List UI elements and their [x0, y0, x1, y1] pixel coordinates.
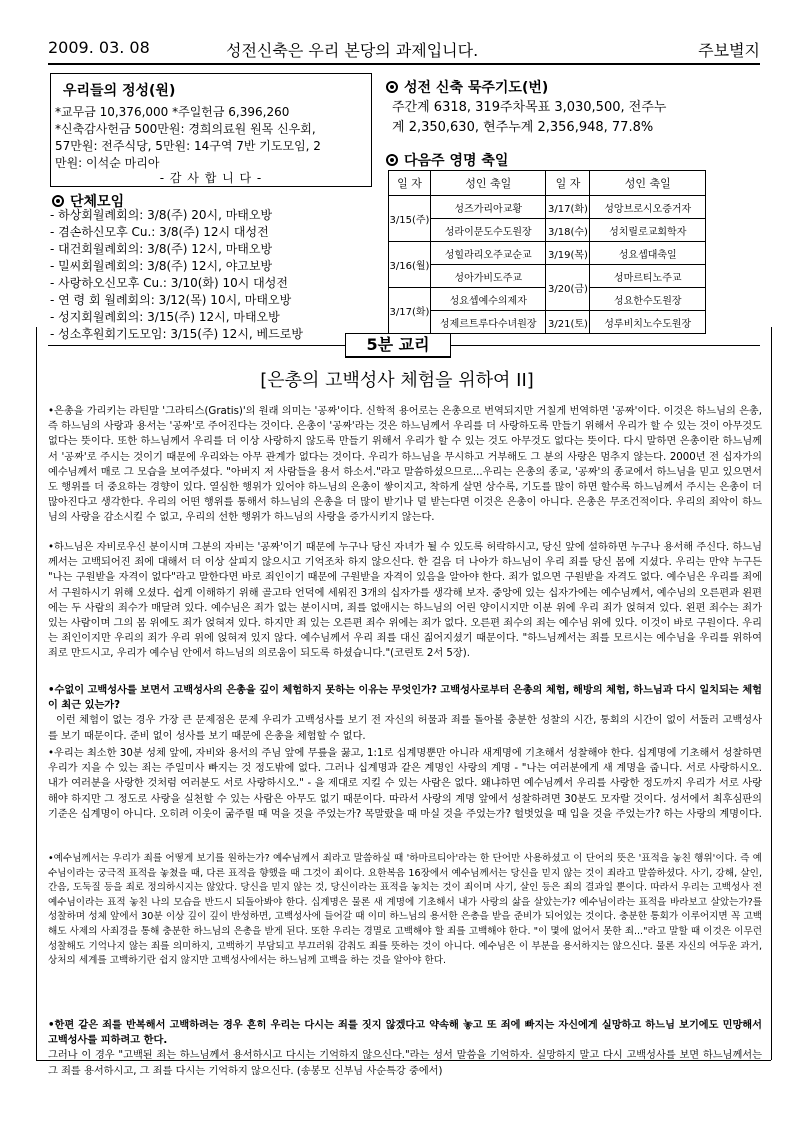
feast-date: 3/19(목): [546, 242, 590, 265]
paragraph-text: •한편 같은 죄를 반복해서 고백하려는 경우 흔히 우리는 다시는 죄를 짓지 않겠다고 약속해 놓고 또 죄에 빠지는 자신에게 실망하고 하느님 보기에도 민망해서 고백성사를 피하려고 한다.: [48, 1020, 762, 1047]
prayer-title: 성전 신축 묵주기도(번): [404, 80, 549, 96]
frame-bottom: [36, 1060, 771, 1061]
feast-date: 3/15(주): [389, 196, 431, 242]
paragraph-sin: [48, 852, 762, 969]
feast-date: 3/16(월): [389, 242, 431, 288]
feast-header: 성인 축일: [590, 171, 706, 196]
prayer-line: 주간계 6318, 319주차목표 3,030,500, 전주누: [392, 100, 667, 115]
feasts-title: 다음주 영명 축일: [404, 153, 509, 169]
thanks-text: - 감 사 합 니 다 -: [159, 171, 263, 185]
offerings-title: 우리들의 정성(원): [63, 83, 176, 99]
bullet-circle-icon: [386, 81, 398, 93]
feast-saint: 성앙브로시오증거자: [590, 196, 706, 219]
offering-line: 57만원: 전주식당, 5만원: 14구역 7반 기도모임, 2: [55, 139, 321, 153]
paragraph-question-text: •수없이 고백성사를 보면서 고백성사의 은총을 깊이 체험하지 못하는 이유는 무엇인가? 고백성사로부터 은총의 체험, 해방의 체험, 하느님과 다시 일치되는 체험이 최근 있는가?: [48, 685, 762, 712]
feast-header: 성인 축일: [430, 171, 546, 196]
issue-date: 2009. 03. 08: [48, 38, 150, 57]
header-rule: [48, 63, 760, 65]
frame-left: [36, 327, 37, 1060]
feast-saint: 성제르트루다수녀원장: [430, 311, 546, 334]
section-title: 5분 교리: [345, 333, 451, 358]
groups-title: 단체모임: [70, 194, 125, 210]
paragraph-text: •예수님께서는 우리가 죄를 어떻게 보기를 원하는가? 예수님께서 죄라고 말씀하실 때 '하마르티아'라는 한 단어만 사용하셨고 이 단어의 뜻은 '표적을 놓친 행위'이다. 즉 예수님이라는 궁극적 표적을 놓쳤을 때, 다른 표적을 향했을 때 그것이 죄이다. 요한복음 16장에서 예수님께서는 당신을 믿지 않는 것이 죄라고 말씀하셨다. 사기, 강해, 살인, 간음, 도둑질 등을 죄로 정의하시지는 않았다. 당신을 믿지 않는 것, 당신이라는 표적을 놓치는 것이 죄이며 사기, 살인 등은 죄의 결과일 뿐이다. 따라서 우리는 고백성사 전 예수님이라는 표적 놓친 나의 모습을 반드시 되돌아봐야 한다. 십계명은 물론 새 계명에 기초해서 내가 사랑의 삶을 살았는가? 예수님이라는 표적을 바라보고 살았는가?를 성찰하며 성체 앞에서 30분 이상 깊이 깊이 반성하면, 고백성사에 들어갈 때 이미 하느님의 용서한 은총을 받을 준비가 되어있는 것이다. 충분한 통회가 이루어지면 꼭 고백해도 사제의 사죄경을 통해 충분한 하느님의 은총을 받게 된다. 또한 우리는 경멸로 고백해야 할 죄를 고백해야 한다. "이 몇에 없어서 못한 죄..."라고 말할 때 이것은 이무런 성찰해도 기억나지 않는 죄를 의미하지, 고백하기 부담되고 부끄러워 감춰도 죄를 뜻하는 것이 아니다. 예수님은 이 부분을 용서하지는 않으신다. 물론 자신의 여두운 과거, 상처의 세계를 고백하기란 쉽지 않지만 고백성사에서는 하느님께 고백을 하는 것을 알아야 한다.: [48, 853, 762, 967]
prayer-line: 계 2,350,630, 현주누계 2,356,948, 77.8%: [392, 120, 654, 135]
group-item: - 겸손하신모후 Cu.: 3/8(주) 12시 대성전: [50, 225, 269, 239]
paragraph-examination: [48, 746, 762, 822]
feast-saint: 성요셉대축일: [590, 242, 706, 265]
feast-saint: 성즈가리아교황: [430, 196, 546, 219]
paragraph-text: 그러나 이 경우 "고백된 죄는 하느님께서 용서하시고 다시는 기억하지 않으신다."라는 성서 말씀을 기억하자. 실망하지 말고 다시 고백성사를 보면 하느님께서는 그 죄를 용서하시고, 그 죄를 다시는 기억하지 않으신다. (송봉모 신부님 사순특강 중에서): [48, 1050, 762, 1077]
paragraph-text: 이런 체험이 없는 경우 가장 큰 문제점은 문제 우리가 고백성사를 보기 전 자신의 허물과 죄를 돌아볼 충분한 성찰의 시간, 통회의 시간이 없이 서둘러 고백성사를 보기 때문이다. 준비 없이 성사를 보기 때문에 은총을 체험할 수 없다.: [48, 715, 762, 742]
feast-header: 일 자: [546, 171, 590, 196]
prayer-heading: [386, 77, 548, 97]
feast-saint: 성힐라리오주교순교: [430, 242, 546, 265]
frame-right: [771, 327, 772, 1060]
feast-date: 3/20(금): [546, 265, 590, 311]
feast-table: [388, 170, 706, 334]
paragraph-text: •은총을 가리키는 라틴말 '그라티스(Gratis)'의 원래 의미는 '공짜'이다. 신학적 용어로는 은총으로 번역되지만 거칠게 번역하면 '공짜'이다. 이것은 하느님의 은총, 즉 하느님의 사랑과 용서는 '공짜'로 주어진다는 것이다. 은총이 '공짜'라는 것은 하느님께서 우리를 더 사랑하도록 만들기 위해서 우리가 할 수 있는 것이 아무것도 없다는 뜻이다. 또한 하느님께서 우리를 더 이상 사랑하지 않도록 만들기 위해서 우리가 할 수 있는 것도 아무것도 없다는 뜻이다. 다시 말하면 은총이란 하느님께서 '공짜'로 주시는 것이기 때문에 우리와는 아무 관계가 없다는 것이다. 우리가 하느님을 무시하고 거부해도 그 분의 사랑은 멈추지 않는다. 2000년 전 십자가의 예수님께서 매로 그 모습을 보여주셨다. "아버지 저 사람들을 용서 하소서."라고 말씀하셨으므로...우리는 은총의 종교, '공짜'의 종교에서 하느님을 믿고 있으면서도 행위를 더 중요하는 경향이 있다. 열심한 행위가 있어야 하느님의 은총이 쌓이지고, 착하게 살면 상수록, 기도를 많이 하면 할수록 하느님께서 주시는 은총이 더 많아진다고 생각한다. 우리의 어떤 행위를 통해서 하느님의 은총을 더 많이 받기나 덜 받는다면 이것은 은총이 아니다. 은총은 무조건적이다. 우리의 죄악이 하느님의 사랑을 감소시킬 수 없고, 우리의 선한 행위가 하느님의 사랑을 증가시키지 않는다.: [48, 406, 762, 524]
feast-saint: 성라이문도수도원장: [430, 219, 546, 242]
feast-saint: 성루비치노수도원장: [590, 311, 706, 334]
feast-header: 일 자: [389, 171, 431, 196]
feast-date: 3/18(수): [546, 219, 590, 242]
groups-list: [50, 207, 372, 343]
feast-saint: 성마르티노주교: [590, 265, 706, 288]
paragraph-repeat: [48, 1018, 762, 1079]
group-item: - 하상회월례회의: 3/8(주) 20시, 마태오방: [50, 208, 273, 222]
group-item: - 성지회월례회의: 3/15(주) 12시, 마태오방: [50, 310, 280, 324]
paper-name: 주보별지: [698, 41, 760, 60]
group-item: - 밀씨회월례회의: 3/8(주) 12시, 야고보방: [50, 259, 273, 273]
offering-line: 만원: 이석순 마리아: [55, 156, 160, 170]
group-item: - 성소후원회기도모임: 3/15(주) 12시, 베드로방: [50, 327, 303, 341]
section-subtitle: [은총의 고백성사 체험을 위하여 II]: [260, 370, 534, 391]
page-header: [48, 38, 760, 60]
feast-saint: 성요한수도원장: [590, 288, 706, 311]
bullet-circle-icon: [386, 154, 398, 166]
feasts-heading: [386, 150, 508, 170]
feast-saint: 성치릴로교회학자: [590, 219, 706, 242]
bullet-circle-icon: [52, 195, 64, 207]
header-slogan: 성전신축은 우리 본당의 과제입니다.: [226, 41, 479, 60]
prayer-lines: [392, 98, 666, 138]
paragraph-mercy: [48, 540, 762, 662]
group-item: - 대건회월례회의: 3/8(주) 12시, 마태오방: [50, 242, 273, 256]
paragraph-text: •하느님은 자비로우신 분이시며 그분의 자비는 '공짜'이기 때문에 누구나 당신 자녀가 될 수 있도록 허락하시고, 당신 앞에 설하하면 누구나 용서해 주신다. 하느님께서는 고백되어진 죄에 대해서 더 이상 살피지 않으시고 기억조차 하지 않으신다. 한 걸음 더 나아가 하느님이 우리 죄를 당신 몸에 지셨다. 우리는 만약 누구든 "나는 구원받을 자격이 없다"라고 말한다면 바로 죄인이기 때문에 구원받을 자격이 있음을 알아야 한다. 죄가 없으면 구원받을 자격도 없다. 예수님은 우리를 죄에서 구원하시기 위해 오셨다. 쉽게 이해하기 위해 골고타 언덕에 세워진 3개의 십자가를 생각해 보자. 중앙에 있는 십자가에는 예수님께서, 예수님의 오른편과 왼편에는 두 사람의 죄수가 매달려 있다. 예수님은 죄가 없는 분이시며, 죄를 없애시는 하느님의 어린 양이시지만 이분 위에 우리 죄가 얹혀져 있다. 왼편 죄수는 죄가 있는 사람이며 그의 몸 위에도 죄가 얹혀져 있다. 하지만 죄 있는 오른편 죄수 위에는 죄가 없다. 오른편 죄수의 죄는 예수님 위에 있다. 이것이 바로 구원이다. 우리는 죄인이지만 우리의 죄가 우리 위에 얹혀져 있지 않다. 예수님께서 우리 죄를 대신 짊어지셨기 때문이다. "하느님께서는 죄를 모르시는 예수님을 우리를 위하여 죄로 만드시고, 우리가 예수님 안에서 하느님의 의로움이 되도록 하셨습니다."(코린토 2서 5장).: [48, 542, 762, 660]
offering-line: *신축감사헌금 500만원: 경희의료원 원목 신우회,: [55, 122, 316, 136]
offerings-box: [50, 73, 372, 187]
offering-line: *교무금 10,376,000 *주일헌금 6,396,260: [55, 105, 290, 119]
feast-saint: 성아가비도주교: [430, 265, 546, 288]
paragraph-question: [48, 683, 762, 744]
feast-saint: 성요셉예수의제자: [430, 288, 546, 311]
paragraph-text: •우리는 최소한 30분 성체 앞에, 자비와 용서의 주님 앞에 무릎을 꿇고, 1:1로 십계명뿐만 아니라 새계명에 기초해서 성찰해야 한다. 십계명에 기초해서 성찰하면 우리가 지을 수 있는 죄는 주일미사 빠지는 것 정도밖에 없다. 그러나 십계명과 같은 계명인 사랑의 계명 - "나는 여러분에게 새 계명을 줍니다. 서로 사랑하시오. 내가 여러분을 사랑한 것처럼 여러분도 서로 사랑하시오." - 을 제대로 지킬 수 있는 사람은 없다. 왜냐하면 예수님께서 우리를 사랑한 정도까지 우리가 서로 사랑해야 하지만 그 정도로 사랑을 실천할 수 있는 사람은 아무도 없기 때문이다. 따라서 사랑의 계명 앞에서 성찰하려면 30분도 모자랄 것이다. 성서에서 최후심판의 기준은 십계명이 아니다. 오히려 이웃이 굶주릴 때 먹을 것을 주었는가? 목말랐을 때 마실 것을 주었는가? 헐벗었을 때 입을 것을 주었는가? 하는 사랑의 계명이다.: [48, 748, 762, 820]
group-item: - 연 령 회 월례회의: 3/12(목) 10시, 마태오방: [50, 293, 292, 307]
feast-date: 3/21(토): [546, 311, 590, 334]
group-item: - 사랑하오신모후 Cu.: 3/10(화) 10시 대성전: [50, 276, 288, 290]
feast-date: 3/17(화): [546, 196, 590, 219]
paragraph-gratis: [48, 404, 762, 526]
feast-date: 3/17(화): [389, 288, 431, 334]
